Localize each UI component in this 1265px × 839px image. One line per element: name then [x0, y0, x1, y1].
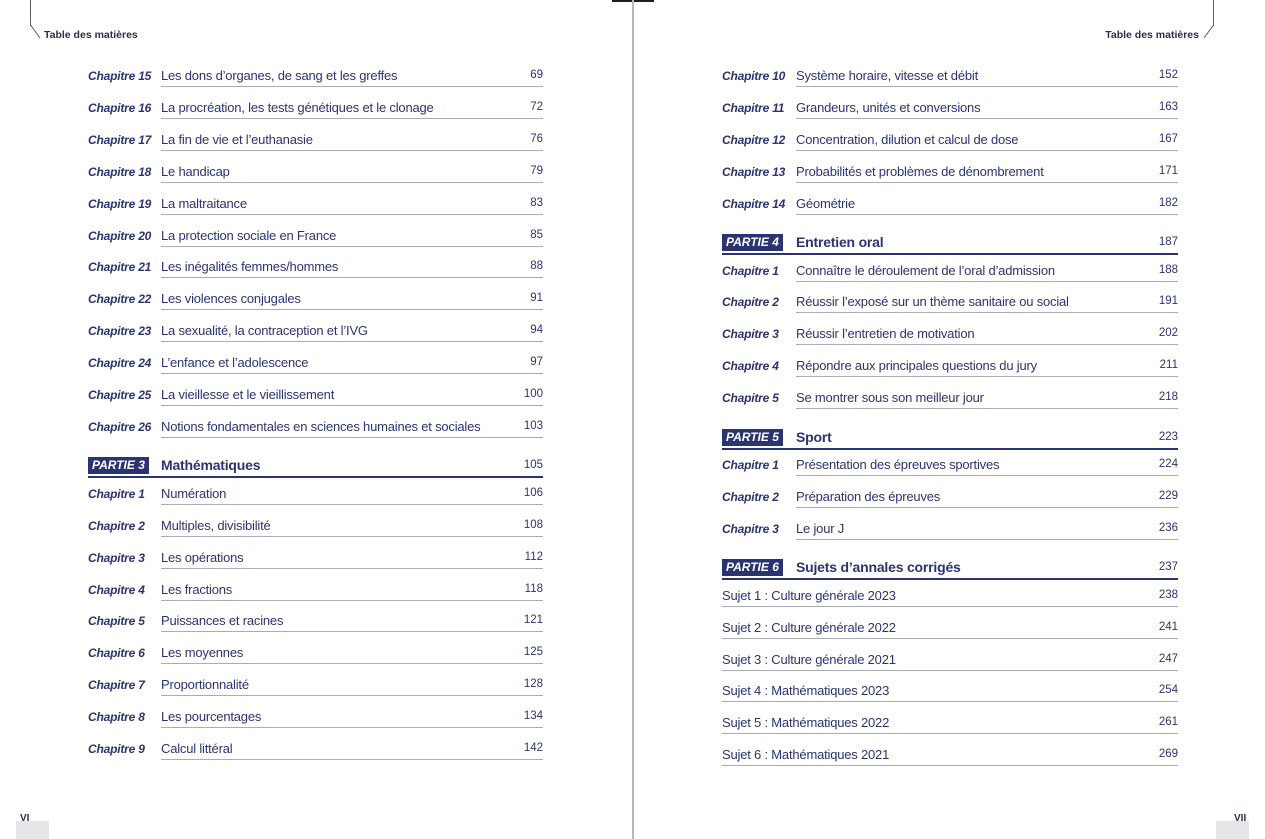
- entry-title: Le jour J: [796, 520, 845, 536]
- page-ref: 106: [523, 486, 543, 499]
- entry-underline: [161, 727, 543, 728]
- chapter-number: Chapitre 1: [88, 486, 145, 501]
- part-title: Sujets d’annales corrigés: [796, 559, 961, 576]
- entry-underline: [161, 246, 543, 247]
- part-title: Mathématiques: [161, 457, 261, 474]
- entry-title: Sujet 6 : Mathématiques 2021: [722, 747, 890, 763]
- entry-title: Concentration, dilution et calcul de dose: [796, 131, 1019, 147]
- entry-title: Grandeurs, unités et conversions: [796, 99, 981, 115]
- chapter-number: Chapitre 12: [722, 132, 786, 147]
- entry-underline: [722, 733, 1178, 734]
- toc-chapter-row[interactable]: [722, 164, 1178, 182]
- entry-underline: [161, 759, 543, 760]
- chapter-number: Chapitre 8: [88, 710, 145, 725]
- entry-underline: [796, 214, 1178, 215]
- chapter-number: Chapitre 1: [722, 263, 779, 278]
- entry-underline: [722, 253, 1178, 255]
- page-ref: 171: [1158, 164, 1178, 177]
- entry-title: Présentation des épreuves sportives: [796, 457, 1000, 472]
- entry-underline: [796, 86, 1178, 87]
- chapter-number: Chapitre 10: [722, 69, 786, 83]
- page-ref: 72: [530, 100, 543, 113]
- toc-chapter-row[interactable]: [722, 521, 1178, 539]
- toc-chapter-row[interactable]: [88, 387, 543, 405]
- chapter-number: Chapitre 3: [88, 550, 145, 565]
- toc-chapter-row[interactable]: [722, 100, 1178, 118]
- chapter-number: Chapitre 20: [88, 228, 152, 243]
- toc-right: [634, 0, 1265, 839]
- entry-underline: [161, 631, 543, 632]
- entry-title: Sujet 5 : Mathématiques 2022: [722, 715, 890, 731]
- entry-title: Les violences conjugales: [161, 291, 301, 307]
- toc-subject-row[interactable]: [722, 588, 1178, 606]
- entry-title: Le handicap: [161, 163, 230, 179]
- toc-chapter-row[interactable]: [88, 613, 543, 631]
- entry-underline: [161, 150, 543, 151]
- page-ref: 91: [530, 292, 543, 305]
- entry-title: Connaître le déroulement de l’oral d’admission: [796, 262, 1055, 278]
- entry-title: Réussir l’exposé sur un thème sanitaire ou social: [796, 294, 1069, 310]
- page-ref: 241: [1158, 620, 1178, 633]
- entry-underline: [796, 539, 1178, 540]
- toc-chapter-row[interactable]: [722, 358, 1178, 376]
- chapter-number: Chapitre 6: [88, 646, 145, 661]
- toc-chapter-row[interactable]: [88, 741, 543, 759]
- toc-chapter-row[interactable]: [88, 164, 543, 182]
- entry-title: La sexualité, la contraception et l’IVG: [161, 323, 368, 339]
- toc-chapter-row[interactable]: [88, 228, 543, 246]
- entry-title: Puissances et racines: [161, 613, 284, 629]
- part-title: Entretien oral: [796, 234, 884, 250]
- entry-underline: [161, 309, 543, 310]
- entry-title: L’enfance et l’adolescence: [161, 355, 309, 371]
- entry-title: Sujet 4 : Mathématiques 2023: [722, 683, 890, 699]
- entry-title: La vieillesse et le vieillissement: [161, 387, 335, 402]
- entry-title: La fin de vie et l’euthanasie: [161, 131, 313, 147]
- toc-chapter-row[interactable]: [88, 582, 543, 600]
- page-ref: 108: [523, 518, 543, 531]
- page-ref: 211: [1159, 359, 1178, 372]
- toc-chapter-row[interactable]: [88, 323, 543, 341]
- entry-underline: [161, 504, 543, 505]
- page-ref: 88: [530, 260, 543, 273]
- page-ref: 152: [1158, 69, 1178, 81]
- page-ref: 237: [1158, 561, 1178, 574]
- toc-chapter-row[interactable]: [722, 326, 1178, 344]
- entry-underline: [722, 448, 1178, 450]
- page-ref: 121: [523, 614, 543, 627]
- entry-title: Sujet 1 : Culture générale 2023: [722, 587, 896, 603]
- toc-chapter-row[interactable]: [88, 486, 543, 504]
- entry-underline: [796, 408, 1178, 409]
- entry-underline: [161, 437, 543, 438]
- part-title: Sport: [796, 428, 832, 445]
- toc-part-row[interactable]: [88, 458, 543, 476]
- entry-underline: [161, 277, 543, 278]
- entry-underline: [161, 600, 543, 601]
- toc-chapter-row[interactable]: [88, 550, 543, 568]
- chapter-number: Chapitre 2: [722, 489, 779, 504]
- entry-title: Sujet 3 : Culture générale 2021: [722, 651, 896, 667]
- entry-underline: [796, 281, 1178, 282]
- entry-underline: [161, 86, 543, 87]
- toc-chapter-row[interactable]: [88, 419, 543, 437]
- entry-underline: [722, 670, 1178, 671]
- page-ref: 100: [523, 388, 543, 400]
- entry-title: Probabilités et problèmes de dénombrement: [796, 163, 1044, 179]
- page-ref: 94: [530, 324, 543, 337]
- entry-underline: [161, 182, 543, 183]
- page-ref: 223: [1158, 430, 1178, 443]
- entry-title: Les dons d’organes, de sang et les greffes: [161, 68, 398, 83]
- toc-chapter-row[interactable]: [722, 132, 1178, 150]
- chapter-number: Chapitre 3: [722, 327, 779, 342]
- page-ref: 128: [523, 678, 543, 691]
- entry-underline: [722, 765, 1178, 766]
- toc-subject-row[interactable]: [722, 715, 1178, 733]
- entry-title: Calcul littéral: [161, 741, 233, 756]
- chapter-number: Chapitre 1: [722, 458, 779, 472]
- entry-underline: [796, 182, 1178, 183]
- toc-chapter-row[interactable]: [88, 132, 543, 150]
- toc-subject-row[interactable]: [722, 620, 1178, 638]
- toc-chapter-row[interactable]: [722, 68, 1178, 86]
- chapter-number: Chapitre 3: [722, 521, 779, 536]
- right-page: [634, 0, 1265, 839]
- page-ref: 202: [1158, 327, 1178, 340]
- page-ref: 188: [1158, 263, 1178, 276]
- toc-chapter-row[interactable]: [722, 294, 1178, 312]
- entry-underline: [796, 150, 1178, 151]
- toc-part-row[interactable]: [722, 235, 1178, 253]
- chapter-number: Chapitre 19: [88, 196, 152, 211]
- entry-underline: [796, 507, 1178, 508]
- entry-title: Proportionnalité: [161, 677, 249, 693]
- entry-title: Notions fondamentales en sciences humaines et sociales: [161, 418, 481, 434]
- page-ref: 191: [1158, 295, 1178, 308]
- chapter-number: Chapitre 23: [88, 324, 152, 339]
- chapter-number: Chapitre 2: [88, 518, 145, 533]
- entry-underline: [796, 376, 1178, 377]
- entry-title: Les fractions: [161, 581, 233, 597]
- entry-title: Réussir l’entretien de motivation: [796, 326, 975, 342]
- entry-underline: [722, 638, 1178, 639]
- toc-chapter-row[interactable]: [88, 196, 543, 214]
- toc-chapter-row[interactable]: [88, 518, 543, 536]
- page-ref: 163: [1158, 100, 1178, 113]
- page-ref: 238: [1158, 588, 1178, 601]
- page-ref: 125: [523, 646, 543, 659]
- toc-chapter-row[interactable]: [722, 390, 1178, 408]
- page-ref: 85: [530, 228, 543, 241]
- page-ref: 236: [1158, 521, 1178, 534]
- toc-subject-row[interactable]: [722, 747, 1178, 765]
- left-page: [0, 0, 632, 839]
- page-ref: 97: [530, 356, 543, 369]
- page-ref: 254: [1158, 684, 1178, 697]
- page-ref: 118: [524, 582, 543, 595]
- page-ref: 167: [1158, 132, 1178, 145]
- entry-underline: [796, 475, 1178, 476]
- entry-underline: [796, 312, 1178, 313]
- entry-title: Numération: [161, 485, 227, 501]
- entry-underline: [161, 663, 543, 664]
- part-label-badge: PARTIE 3: [88, 457, 149, 474]
- entry-underline: [161, 341, 543, 342]
- chapter-number: Chapitre 25: [88, 388, 152, 402]
- chapter-number: Chapitre 17: [88, 132, 152, 147]
- chapter-number: Chapitre 2: [722, 295, 779, 310]
- entry-underline: [161, 536, 543, 537]
- entry-underline: [161, 214, 543, 215]
- entry-underline: [796, 344, 1178, 345]
- entry-underline: [161, 118, 543, 119]
- page-ref: 187: [1158, 236, 1178, 248]
- part-label-badge: PARTIE 6: [722, 559, 783, 576]
- entry-title: La maltraitance: [161, 195, 247, 211]
- entry-title: Les opérations: [161, 549, 244, 565]
- page-ref: 69: [530, 69, 543, 81]
- entry-underline: [722, 578, 1178, 580]
- entry-title: Les pourcentages: [161, 709, 262, 725]
- entry-underline: [161, 568, 543, 569]
- chapter-number: Chapitre 4: [88, 582, 145, 597]
- toc-left: [0, 0, 632, 839]
- toc-chapter-row[interactable]: [88, 68, 543, 86]
- entry-title: La procréation, les tests génétiques et le clonage: [161, 99, 434, 115]
- toc-chapter-row[interactable]: [88, 355, 543, 373]
- entry-title: La protection sociale en France: [161, 227, 337, 243]
- page-ref: 142: [523, 742, 543, 754]
- toc-chapter-row[interactable]: [722, 196, 1178, 214]
- entry-title: Multiples, divisibilité: [161, 517, 271, 533]
- entry-title: Les moyennes: [161, 645, 244, 661]
- page-ref: 218: [1158, 391, 1178, 404]
- header-title: Table des matières: [1105, 29, 1199, 41]
- entry-title: Sujet 2 : Culture générale 2022: [722, 619, 896, 635]
- entry-title: Préparation des épreuves: [796, 488, 941, 504]
- entry-underline: [88, 476, 543, 478]
- entry-title: Géométrie: [796, 195, 855, 211]
- entry-underline: [161, 373, 543, 374]
- toc-chapter-row[interactable]: [88, 259, 543, 277]
- page-number: VI: [20, 813, 30, 824]
- toc-part-row[interactable]: [722, 430, 1178, 448]
- chapter-number: Chapitre 11: [722, 100, 785, 115]
- entry-underline: [722, 701, 1178, 702]
- chapter-number: Chapitre 15: [88, 69, 152, 83]
- page-ref: 76: [530, 132, 543, 145]
- part-label-badge: PARTIE 5: [722, 429, 783, 446]
- page-ref: 229: [1158, 489, 1178, 502]
- toc-chapter-row[interactable]: [88, 291, 543, 309]
- page-ref: 79: [530, 164, 543, 177]
- entry-title: Les inégalités femmes/hommes: [161, 259, 339, 275]
- page-ref: 269: [1158, 748, 1178, 761]
- page-ref: 83: [530, 196, 543, 209]
- toc-chapter-row[interactable]: [88, 709, 543, 727]
- entry-title: Système horaire, vitesse et débit: [796, 68, 978, 83]
- chapter-number: Chapitre 9: [88, 742, 145, 756]
- header-title: Table des matières: [44, 29, 138, 41]
- toc-chapter-row[interactable]: [722, 457, 1178, 475]
- toc-chapter-row[interactable]: [88, 677, 543, 695]
- toc-chapter-row[interactable]: [88, 100, 543, 118]
- entry-underline: [161, 695, 543, 696]
- toc-subject-row[interactable]: [722, 683, 1178, 701]
- chapter-number: Chapitre 14: [722, 196, 786, 211]
- chapter-number: Chapitre 5: [722, 391, 779, 406]
- page-ref: 182: [1158, 196, 1178, 209]
- toc-chapter-row[interactable]: [88, 645, 543, 663]
- toc-subject-row[interactable]: [722, 652, 1178, 670]
- page-ref: 224: [1158, 458, 1178, 470]
- chapter-number: Chapitre 24: [88, 356, 152, 371]
- chapter-number: Chapitre 18: [88, 164, 152, 179]
- entry-underline: [796, 118, 1178, 119]
- entry-underline: [722, 606, 1178, 607]
- chapter-number: Chapitre 22: [88, 292, 152, 307]
- part-label-badge: PARTIE 4: [722, 234, 783, 251]
- toc-chapter-row[interactable]: [722, 489, 1178, 507]
- chapter-number: Chapitre 13: [722, 164, 786, 179]
- page-ref: 247: [1158, 652, 1178, 665]
- page-ref: 103: [523, 419, 543, 432]
- chapter-number: Chapitre 7: [88, 678, 145, 693]
- entry-underline: [161, 405, 543, 406]
- page-ref: 134: [523, 710, 543, 723]
- chapter-number: Chapitre 16: [88, 100, 152, 115]
- toc-chapter-row[interactable]: [722, 263, 1178, 281]
- page-ref: 261: [1158, 716, 1178, 729]
- entry-title: Se montrer sous son meilleur jour: [796, 390, 984, 406]
- chapter-number: Chapitre 4: [722, 359, 779, 374]
- toc-part-row[interactable]: [722, 560, 1178, 578]
- chapter-number: Chapitre 26: [88, 419, 152, 434]
- chapter-number: Chapitre 5: [88, 614, 145, 629]
- chapter-number: Chapitre 21: [88, 260, 152, 275]
- page-number: VII: [1234, 813, 1247, 824]
- entry-title: Répondre aux principales questions du jury: [796, 358, 1037, 374]
- page-ref: 105: [523, 459, 543, 472]
- page-ref: 112: [524, 550, 543, 563]
